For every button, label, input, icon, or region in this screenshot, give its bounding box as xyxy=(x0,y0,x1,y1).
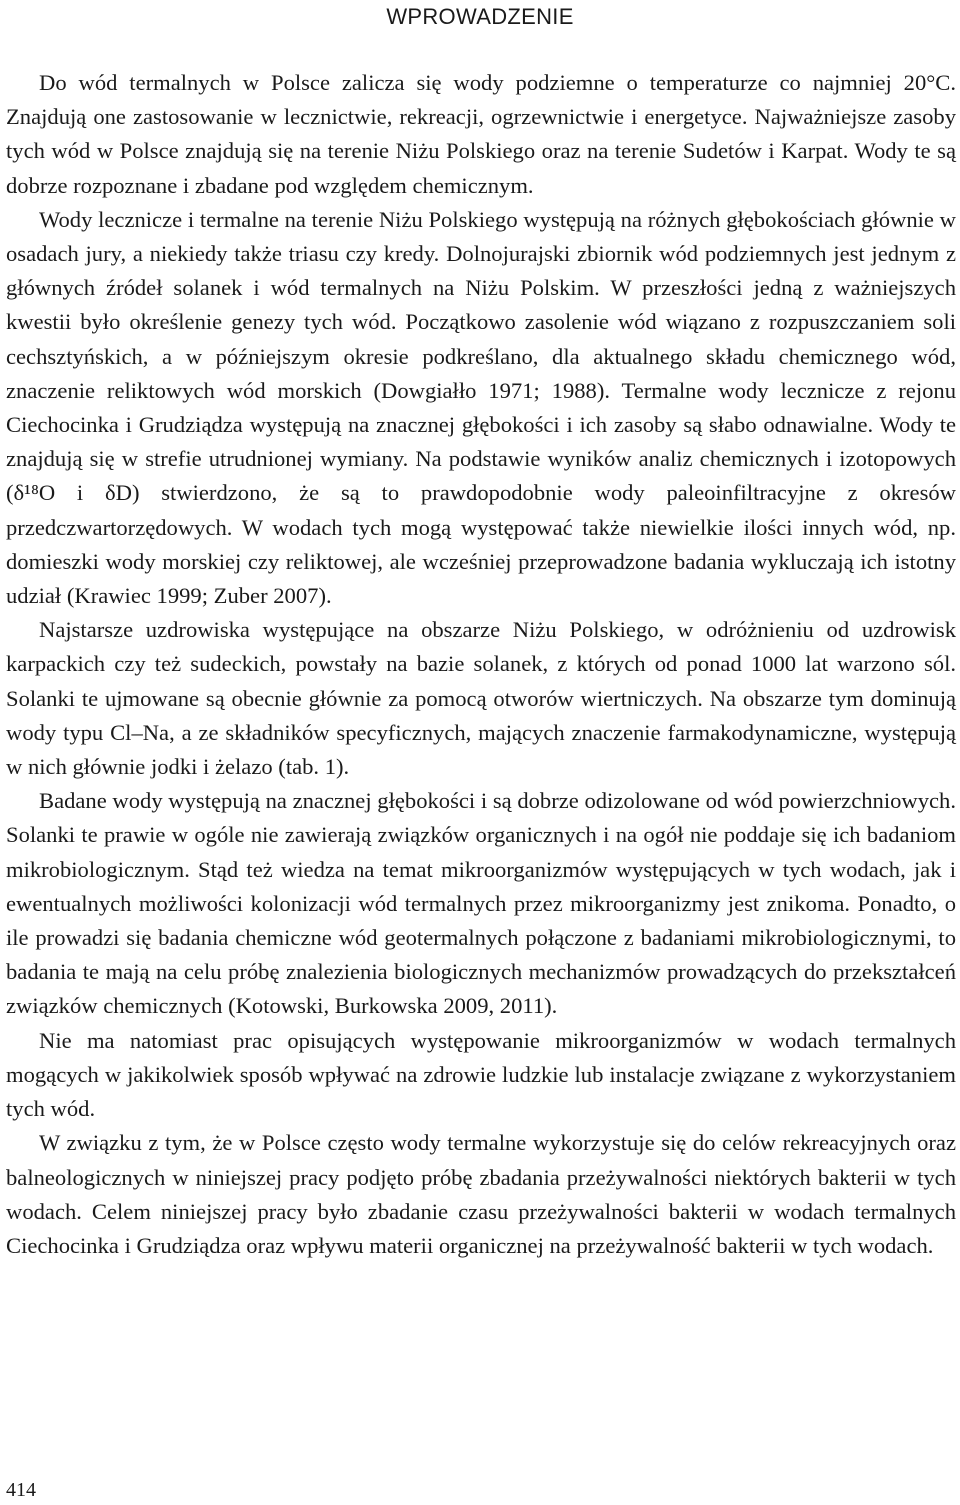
paragraph-5: Nie ma natomiast prac opisujących występowanie mikroorganizmów w wodach termalnych mogących w jakikolwiek sposób wpływać na zdrowie ludzkie lub instalacje związane z wykorzystaniem tych wód. xyxy=(6,1027,956,1122)
paragraph-4: Badane wody występują na znacznej głębokości i są dobrze odizolowane od wód powierzchniowych. Solanki te prawie w ogóle nie zawierają związków organicznych i na ogół nie poddaje się ich badaniom mikrobiologicznym. Stąd też wiedza na temat mikroorganizmów występujących w tych wodach, jak i ewentualnych możliwości kolonizacji wód termalnych przez mikroorganizmy jest znikoma. Ponadto, o ile prowadzi się badania chemiczne wód geotermalnych połączone z badaniami mikrobiologicznymi, to badania te mają na celu próbę znalezienia biologicznych mechanizmów prowadzących do przekształceń związków chemicznych (Kotowski, Burkowska 2009, 2011). xyxy=(6,788,956,1019)
paragraph-2: Wody lecznicze i termalne na terenie Niżu Polskiego występują na różnych głębokościach głównie w osadach jury, a niekiedy także triasu czy kredy. Dolnojurajski zbiornik wód podziemnych jest jednym z głównych źródeł solanek i wód termalnych na Niżu Polskim. W przeszłości jedną z ważniejszych kwestii było określenie genezy tych wód. Początkowo zasolenie wód wiązano z rozpuszczaniem soli cechsztyńskich, a w późniejszym okresie podkreślano, dla aktualnego składu chemicznego wód, znaczenie reliktowych wód morskich (Dowgiałło 1971; 1988). Termalne wody lecznicze z rejonu Ciechocinka i Grudziądza występują na znacznej głębokości i ich zasoby są słabo odnawialne. Wody te znajdują się w strefie utrudnionej wymiany. Na podstawie wyników analiz chemicznych i izotopowych (δ¹⁸O i δD) stwierdzono, że są to prawdopodobnie wody paleoinfiltracyjne z okresów przedczwartorzędowych. W wodach tych mogą występować także niewielkie ilości innych wód, np. domieszki wody morskiej czy reliktowej, ale wcześniej przeprowadzone badania wykluczają ich istotny udział (Krawiec 1999; Zuber 2007). xyxy=(6,206,956,609)
paragraph-3: Najstarsze uzdrowiska występujące na obszarze Niżu Polskiego, w odróżnieniu od uzdrowisk karpackich czy też sudeckich, powstały na bazie solanek, z których od ponad 1000 lat warzono sól. Solanki te ujmowane są obecnie głównie za pomocą otworów wiertniczych. Na obszarze tym dominują wody typu Cl–Na, a ze składników specyficznych, mających znaczenie farmakodynamiczne, występują w nich głównie jodki i żelazo (tab. 1). xyxy=(6,617,956,780)
body-text xyxy=(6,66,956,1263)
paragraph-6: W związku z tym, że w Polsce często wody termalne wykorzystuje się do celów rekreacyjnych oraz balneologicznych w niniejszej pracy podjęto próbę zbadania przeżywalności niektórych bakterii w tych wodach. Celem niniejszej pracy było zbadanie czasu przeżywalności bakterii w wodach termalnych Ciechocinka i Grudziądza oraz wpływu materii organicznej na przeżywalność bakterii w tych wodach. xyxy=(6,1130,956,1258)
paragraph-1: Do wód termalnych w Polsce zalicza się wody podziemne o temperaturze co najmniej 20°C. Znajdują one zastosowanie w lecznictwie, rekreacji, ogrzewnictwie i energetyce. Najważniejsze zasoby tych wód w Polsce znajdują się na terenie Niżu Polskiego oraz na terenie Sudetów i Karpat. Wody te są dobrze rozpoznane i zbadane pod względem chemicznym. xyxy=(6,70,956,198)
page-number: 414 xyxy=(6,1479,36,1501)
section-heading: WPROWADZENIE xyxy=(386,4,574,29)
